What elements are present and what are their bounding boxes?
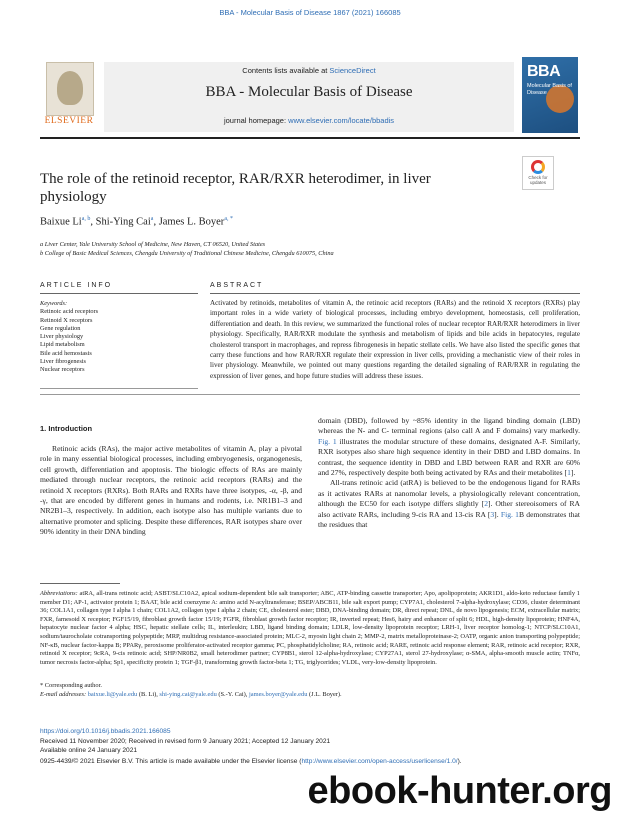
abstract-heading: ABSTRACT: [210, 282, 264, 289]
homepage-prefix: journal homepage:: [223, 116, 289, 125]
elsevier-logo: [40, 62, 98, 130]
publisher-name: ELSEVIER: [44, 116, 94, 126]
text-run: B demonstrates that the residues that: [318, 509, 580, 530]
affiliations: [40, 240, 580, 258]
email-label: E-mail addresses:: [40, 690, 88, 698]
text-run: ]. Other stereoisomers of RA also activate RARs, including 9-cis RA and 13-cis RA [: [318, 499, 580, 519]
affiliation-a: a Liver Center, Yale University School of Medicine, New Haven, CT 06520, United States: [40, 241, 266, 248]
masthead-rule: [40, 137, 580, 139]
figure-1-link[interactable]: Fig. 1: [500, 509, 519, 519]
reference-link[interactable]: 2: [484, 499, 488, 509]
figure-1-link[interactable]: Fig. 1: [318, 436, 337, 446]
doi-link[interactable]: https://doi.org/10.1016/j.bbadis.2021.166085: [40, 728, 171, 735]
author-affil-mark[interactable]: a, b: [81, 216, 91, 222]
keyword: Liver fibrogenesis: [40, 358, 86, 366]
homepage-link[interactable]: www.elsevier.com/locate/bbadis: [288, 116, 395, 125]
article-title: The role of the retinoid receptor, RAR/RXR heterodimer, in liver physiology: [40, 171, 431, 205]
reference-link[interactable]: 3: [490, 509, 495, 519]
check-for-updates-button[interactable]: [522, 156, 554, 190]
email-link[interactable]: shi-ying.cai@yale.edu: [159, 690, 217, 698]
email-link[interactable]: james.boyer@yale.edu: [248, 690, 308, 698]
contents-prefix: Contents lists available at: [242, 66, 330, 75]
journal-title: BBA - Molecular Basis of Disease: [205, 84, 413, 100]
contents-line: [104, 66, 514, 75]
abstract-rule: [210, 293, 580, 294]
abstract-text: Activated by retinoids, metabolites of vitamin A, the retinoic acid receptors (RARs) and the retinoid X receptors (RXRs) play important roles in a wide variety of biological processes, including embryo development, homeostasis, cell proliferation, differentiation and death. In this review, we summarized the functional roles of nuclear receptor RAR/RXR heterodimers in liver physiology. Specifically, RAR/RXR modulate the synthesis and metabolism of lipids and bile acids in hepatocytes, regulate cholesterol transport in macrophages, and repress fibrogenesis in hepatic stellate cells. We have also listed the specific genes that carry these functions and how RAR/RXR regulate their expression in liver cells, providing a mechanistic view of their roles in liver physiology. Meanwhile, we pointed out many questions regarding the detailed signaling of RAR/RXR in regulating the expression of liver genes, and hope future studies will address these issues.: [210, 299, 580, 380]
elsevier-tree-icon: [46, 62, 94, 116]
intro-paragraph-2: [318, 478, 580, 530]
corresponding-author: * Corresponding author.: [40, 682, 102, 689]
abbreviations-footnote: [40, 590, 580, 667]
email-owner: (B. Li),: [137, 690, 160, 698]
author-name[interactable]: Baixue Li: [40, 216, 82, 228]
license-link[interactable]: http://www.elsevier.com/open-access/userlicense/1.0/: [301, 758, 458, 765]
keyword: Retinoic acid receptors: [40, 308, 99, 316]
reference-link[interactable]: 1: [567, 468, 571, 478]
author-affil-mark[interactable]: a: [150, 216, 154, 222]
journal-citation[interactable]: BBA - Molecular Basis of Disease 1867 (2021) 166085: [219, 8, 401, 17]
article-info-rule: [40, 293, 198, 294]
email-link[interactable]: baixue.li@yale.edu: [87, 690, 138, 698]
cover-title: BBA: [527, 63, 561, 80]
available-online-date: Available online 24 January 2021: [40, 746, 138, 754]
body-column-left: [40, 444, 302, 538]
email-owner: (S.-Y. Cai),: [216, 690, 249, 698]
keywords-label: Keywords:: [40, 300, 68, 307]
text-run: ].: [570, 468, 576, 478]
correspondence-footnote: [40, 682, 580, 699]
text-run: ].: [494, 509, 501, 519]
article-info-heading: ARTICLE INFO: [40, 282, 113, 289]
text-run: domain (DBD), followed by ~85% identity in the ligand binding domain (LBD) whereas the N- and C- terminal regions (also call A and F domains) vary markedly.: [318, 416, 580, 436]
article-dates: [40, 738, 330, 755]
email-addresses: [40, 691, 580, 700]
keyword: Bile acid hemostasis: [40, 349, 92, 357]
keyword: Liver physiology: [40, 333, 84, 341]
footnote-rule: [40, 583, 120, 584]
author-affil-mark[interactable]: a, *: [224, 216, 233, 222]
keyword: Retinoid X receptors: [40, 316, 93, 324]
abbreviations-text: atRA, all-trans retinoic acid; ASBT/SLC10A2, apical sodium-dependent bile salt transporter; ABC, ATP-binding cassette transporter; Apo, apolipoprotein; AKR1D1, aldo-keto reductase family 1 member D1; AP-1, activator protein 1; BAAT, bile acid coenzyme A: amino acid N-acyltransferase; BSEP/ABCB11, bile salt export pump; CYP7A1, cholesterol 7-alpha-hydroxylase; CD36, cluster determinant 36; COL1A1, collagen type I alpha 1 chain; COL1A2, collagen type I alpha 2 chain; CE, cholesterol ester; DBD, DNA-binding domain; DR, direct repeat; DNL, de novo lipogenesis; ECM, extracellular matrix; FXR, farnesoid X receptor; FGF15/19, fibroblast growth factor 15/19; FGFR, fibroblast growth factor receptor; IR, inverted repeat; Hes6, hairy and enhancer of split 6; HDL, high-density lipoprotein; HNF4A, hepatocyte nuclear factor 4 alpha; HSC, hepatic stellate cells; IL, interleukin; LBD, ligand binding domain; LDLR, low-density lipoprotein receptor; LRH-1, liver receptor homolog-1; NTCP/SLC10A1, sodium/taurocholate cotransporting polypeptide; MRP, multidrug resistance-associated protein; MLC-2, myosin light chain 2; MMP-2, matrix metalloproteinase-2; OATP, organic anion transporting polypeptide; NF-κB, nuclear factor-kappa B; PPARγ, peroxisome proliferator-activated receptor gamma; PC, phosphatidylcholine; RA, retinoic acid; RARE, retinoic acid response element; RAR, retinoic acid receptor; RXR, retinoid X receptor; 9cRA, 9-cis retinoic acid; SHP/NR0B2, small heterodimer partner; CYP8B1, sterol 12-alpha-hydroxylase; CYP27A1, sterol 27-hydroxylase; α-SMA, alpha-smooth muscle actin; TNFα, tumor necrosis factor-alpha; Sp1, specificity protein 1; TGF-β1, transforming growth factor-beta 1; TG, triglycerides; VLDL, very-low-density lipoprotein.: [40, 590, 580, 666]
intro-paragraph-continued: [318, 416, 580, 478]
keywords-rule: [40, 388, 198, 389]
author-name[interactable]: Shi-Ying Cai: [95, 216, 151, 228]
check-for-updates-label: Check for updates: [528, 175, 548, 185]
affiliation-b: b College of Basic Medical Sciences, Chengdu University of Traditional Chinese Medicine, Chengdu 610075, China: [40, 250, 334, 257]
keyword: Nuclear receptors: [40, 366, 85, 374]
keyword: Gene regulation: [40, 324, 81, 332]
watermark-text: ebook-hunter.org: [307, 770, 612, 812]
license-text-end: ).: [457, 758, 462, 765]
cover-subtitle: Molecular Basis of Disease: [527, 83, 572, 96]
author-list: Baixue Li$^{a, b}$, Shi-Ying Cai$^a$, James L. Boyer$^{a, *}$: [40, 216, 233, 228]
abstract-end-rule: [40, 394, 580, 395]
received-dates: Received 11 November 2020; Received in revised form 9 January 2021; Accepted 12 January 2021: [40, 738, 331, 745]
keywords-list: [40, 300, 198, 375]
crossmark-icon: [531, 160, 545, 174]
keyword: Lipid metabolism: [40, 341, 85, 349]
text-run: illustrates the modular structure of these domains, designated A-F. Similarly, RXR isotypes also share high sequence identity in their DBD and LBD domains. In contrast, the sequence identity in DBD and LBD between RAR and RXR are 60% and 27%, respectively despite both being activated by RAs and their metabolites [: [318, 436, 580, 478]
email-owner: (J.L. Boyer).: [307, 690, 342, 698]
author-name[interactable]: James L. Boyer: [158, 216, 225, 228]
sciencedirect-link[interactable]: ScienceDirect: [329, 66, 376, 75]
journal-homepage: [104, 116, 514, 125]
text-run: All-trans retinoic acid (atRA) is believed to be the endogenous ligand for RARs as it activates RARs at nanomolar levels, a physiologically relevant concentration, although the EC50 for each isotype differs slightly [: [318, 478, 580, 509]
section-heading-introduction: 1. Introduction: [40, 424, 93, 433]
license-statement: [40, 758, 580, 765]
abbreviations-label: Abbreviations:: [40, 590, 78, 597]
body-column-right: [318, 416, 580, 530]
intro-paragraph-1: Retinoic acids (RAs), the major active metabolites of vitamin A, play a pivotal role in many essential biological processes, including embryogenesis, organogenesis, cell growth, differentiation and apoptosis. The biologic effects of RAs are mainly mediated through nuclear receptors, the retinoic acid receptors (RARs) and the retinoid X receptors (RXRs). Both RARs and RXRs have three isotypes, -α, -β, and -γ, that are encoded by different genes in humans and rodents, i.e. NR1B1–3 and NR2B1–3, respectively. In addition, each isotype also has multiple variants due to alternative promoter and splicing. Despite these differences, RAR isotypes share over 90% identity in their DNA binding: [40, 444, 302, 537]
journal-cover[interactable]: [522, 57, 578, 133]
license-text: 0925-4439/© 2021 Elsevier B.V. This article is made available under the Elsevier license (: [40, 758, 302, 765]
